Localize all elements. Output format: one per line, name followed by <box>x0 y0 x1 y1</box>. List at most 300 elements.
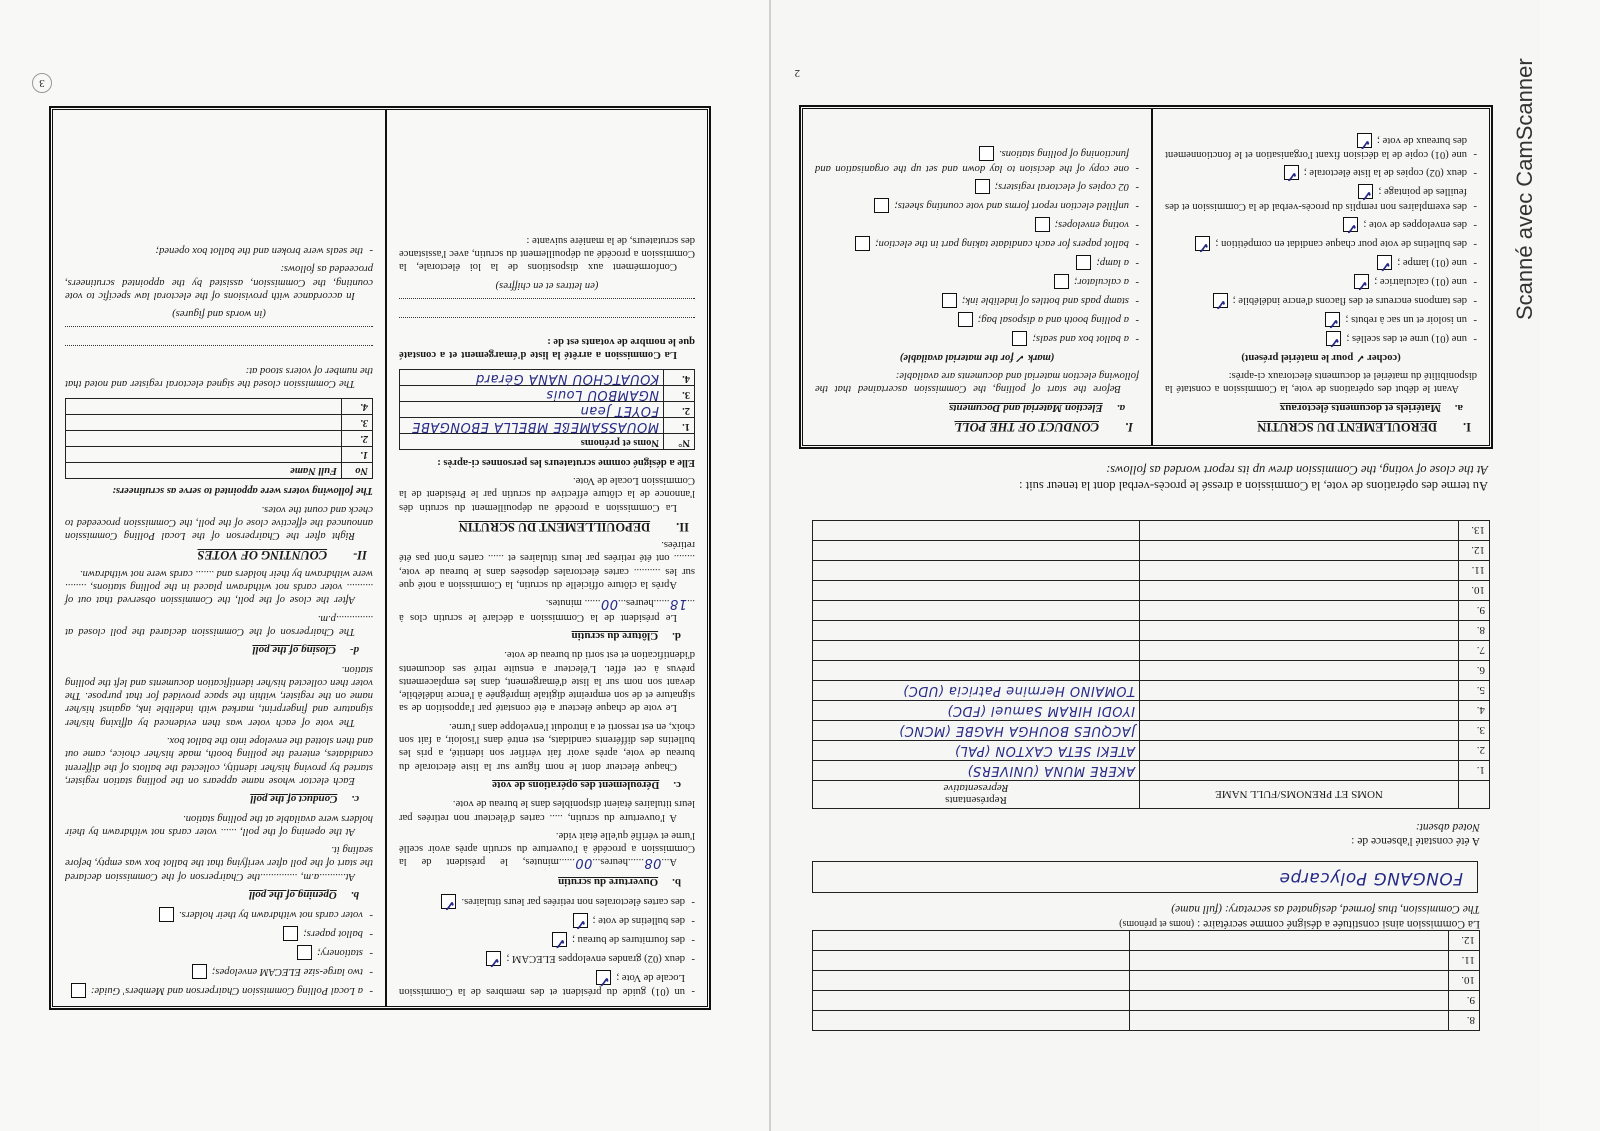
checklist-item <box>815 255 1139 270</box>
row-number: 1. <box>664 418 695 434</box>
check-mark-icon: ✓ <box>574 915 587 931</box>
representative-cell[interactable] <box>813 601 1140 621</box>
counting-p1-en: Right after the Chairperson of the Local Polling Commission announced the effective close of the poll, the Commission proceeded to check and count the votes. <box>65 503 373 542</box>
checkbox[interactable] <box>1357 133 1372 151</box>
representative-name: ATEKI SETA CAXTON (PAL) <box>954 743 1135 758</box>
table-row <box>400 370 695 386</box>
table-row <box>66 446 373 462</box>
representative-cell[interactable] <box>813 991 1130 1011</box>
header-rep-en: Representative <box>943 782 1009 795</box>
closing-minutes[interactable]: 00 <box>600 596 619 612</box>
checklist-item-label: two large-size ELECAM envelopes; <box>211 966 363 978</box>
check-mark-icon: ✓ <box>1345 219 1358 235</box>
table-row <box>813 621 1490 641</box>
checklist-item-label: stationery; <box>317 947 363 959</box>
representative-cell[interactable] <box>813 971 1130 991</box>
checkbox[interactable] <box>283 926 298 941</box>
table-row <box>813 931 1480 951</box>
checklist-item-label: deux (02) grandes enveloppes ELECAM ; <box>506 952 685 964</box>
closing-title-fr <box>399 629 681 642</box>
opening-cards-fr: A l'ouverture du scrutin, ..... cartes d'électeur non retirées par leurs titulaires étaient disponibles dans le bureau de vote. <box>399 798 695 823</box>
checklist-item-label: une (01) lampe ; <box>1397 256 1467 268</box>
checklist-item <box>815 179 1139 194</box>
checklist-item <box>1165 184 1477 212</box>
representative-cell[interactable] <box>813 931 1130 951</box>
counting-p1-fr: La Commission a procédé au dépouillement du scrutin dès l'annonce de la clôture effective du scrutin par le Président de la Commission Locale de Vote. <box>399 474 695 513</box>
row-number: 4. <box>1459 701 1490 721</box>
subsection-number: b. <box>672 875 681 888</box>
counting-p2-fr: Elle a désigné comme scrutateurs les personnes ci-après : <box>437 456 695 468</box>
representative-cell[interactable] <box>813 521 1140 541</box>
checkbox[interactable] <box>958 312 973 327</box>
checklist-item <box>815 198 1139 213</box>
opening-minutes[interactable]: 00 <box>574 855 593 871</box>
instruction-en: (mark ✓ for the material available) <box>899 351 1055 363</box>
checkbox[interactable] <box>874 198 889 213</box>
row-number: 3. <box>1459 721 1490 741</box>
conduct-p2-fr: Le vote de chaque électeur a été constaté par l'apposition de sa signature et de son empreinte digitale imprégnée à l'encre indélébile, devant son nom sur la liste d'émargement, dans les emplacements prévus à cet effet. L'électeur a ensuite retiré ses documents d'identification et est sorti du bureau de vote. <box>399 649 695 714</box>
secretary-name-field[interactable] <box>812 861 1478 893</box>
check-mark-icon: ✓ <box>1197 238 1210 254</box>
table-row <box>400 418 695 434</box>
name-cell[interactable] <box>1130 951 1449 971</box>
section-number: I. <box>1463 420 1471 434</box>
table-row <box>66 398 373 414</box>
checkbox[interactable] <box>297 945 312 960</box>
row-number: 3. <box>664 386 695 402</box>
checkbox[interactable] <box>1213 293 1228 311</box>
checklist-item <box>815 312 1139 327</box>
checklist-item <box>815 274 1139 289</box>
procedure-step <box>65 244 373 257</box>
row-number: 6. <box>1459 661 1490 681</box>
header-number: No <box>342 462 373 478</box>
row-number: 9. <box>1449 991 1480 1011</box>
secretary-label-en: The Commission, thus formed, designated as secretary: (full name) <box>1171 903 1480 915</box>
name-cell[interactable] <box>1130 931 1449 951</box>
scrutineers-table-en <box>65 398 373 479</box>
checklist-item-label: a calculator; <box>1073 275 1129 287</box>
secretary-name: FONGANG Polycarpe <box>1279 868 1463 888</box>
material-checklist-en <box>65 907 373 998</box>
checkbox[interactable] <box>1035 217 1050 232</box>
voters-count-field-2[interactable] <box>65 326 373 339</box>
table-row <box>813 721 1490 741</box>
scrutineer-name: NGAMBOU Louis <box>545 387 659 403</box>
representative-cell[interactable] <box>813 681 1140 701</box>
subsection-number: d. <box>672 629 681 642</box>
scrutineers-table-fr <box>399 369 695 450</box>
conduct-p1-en: Each elector whose name appears on the polling station register, started by proving his/her identity, collected the ballots of the different candidates, entered the polling booth, made his/her choice, came out and then slotted the envelope into the ballot box. <box>65 735 373 786</box>
counting-procedure-fr: Conformément aux dispositions de la loi électorale, la Commission a procédé au dépouillement du scrutin, avec l'assistance des scrutateurs, de la manière suivante : <box>399 234 695 273</box>
subsection-number: c. <box>351 793 359 806</box>
header-full-name: NOMS ET PRENOMS/FULL NAME <box>1140 781 1459 809</box>
opening-hour[interactable]: 08 <box>643 855 662 871</box>
page-number-2: 2 <box>794 67 800 79</box>
column-french <box>385 110 707 1006</box>
page-3-frame <box>50 107 710 1009</box>
representative-cell[interactable] <box>813 1011 1130 1031</box>
checklist-item <box>1165 255 1477 273</box>
name-cell[interactable] <box>1130 991 1449 1011</box>
check-mark-icon: ✓ <box>598 972 611 988</box>
name-cell[interactable] <box>1140 641 1459 661</box>
voters-count-field-1[interactable] <box>399 317 695 330</box>
row-number: 8. <box>1449 1011 1480 1031</box>
checkbox[interactable] <box>1343 217 1358 235</box>
checklist-item <box>399 932 695 950</box>
name-cell[interactable] <box>1140 621 1459 641</box>
subsection-title-text: Matériels et documents électoraux <box>1279 401 1441 414</box>
text: ...... minutes. <box>545 597 601 609</box>
checklist-item <box>65 964 373 979</box>
closing-cards-en: After the close of the poll, the Commission observed that out of .......... voter cards not withdrawn placed in the polling stations, ........ were withdrawn by their holders and ....... cards were not withdrawn. <box>65 567 373 606</box>
row-number: 2. <box>664 402 695 418</box>
checkbox[interactable] <box>855 236 870 251</box>
checkbox[interactable] <box>441 894 456 912</box>
check-mark-icon: ✓ <box>1356 276 1369 292</box>
subsection-number: a. <box>1116 401 1125 414</box>
name-cell[interactable] <box>1130 1011 1449 1031</box>
representative-cell[interactable] <box>813 581 1140 601</box>
closing-statement <box>1019 462 1488 494</box>
subsection-title-text: Déroulement des opérations de vote <box>492 778 660 791</box>
scrutineer-name: KOUATCHOU NANA Gérard <box>475 371 659 387</box>
conduct-p2-en: The vote of each voter was then evidenced by affixing his/her signature and fingerprint, marked with indelible ink, against his/her name on the register, within the space provided for that purpose. The voter then collected his/her identification documents and left the polling station. <box>65 663 373 728</box>
secretary-label <box>1119 902 1480 931</box>
intro-en: Before the start of polling, the Commission ascertained that the following election material and documents are available: <box>815 370 1139 395</box>
checklist-item-label: a polling booth and a disposal bag; <box>977 313 1129 325</box>
checkbox[interactable] <box>1195 236 1210 254</box>
subsection-title-text: Election Material and Documents <box>949 401 1103 414</box>
check-mark-icon: ✓ <box>1379 257 1392 273</box>
representative-cell[interactable] <box>813 721 1140 741</box>
checklist-item-label: deux (02) copies de la liste électorale ; <box>1303 167 1467 179</box>
row-number: 1. <box>1459 761 1490 781</box>
row-number: 2. <box>342 430 373 446</box>
checkbox[interactable] <box>192 964 207 979</box>
checklist-item <box>1165 236 1477 254</box>
representative-cell[interactable] <box>813 761 1140 781</box>
conduct-p1-fr: Chaque électeur dont le nom figure sur la liste électorale du bureau de vote, après avoir fait vérifier son identité, a pris les bulletins des différents candidats, est entré dans l'isoloir, a fait son choix, en est ressorti et a introduit l'enveloppe dans l'urne. <box>399 720 695 772</box>
header-number <box>1459 781 1490 809</box>
voters-hint-fr: (en lettres et en chiffres) <box>495 279 599 291</box>
table-row <box>813 561 1490 581</box>
checklist-item-label: des fournitures de bureau ; <box>572 933 685 945</box>
checklist-item <box>815 236 1139 251</box>
table-row <box>66 414 373 430</box>
checkbox[interactable] <box>1326 331 1341 349</box>
checkbox[interactable] <box>1325 312 1340 330</box>
row-number: 8. <box>1459 621 1490 641</box>
scrutineer-name-cell[interactable] <box>66 414 342 430</box>
row-number: 3. <box>342 414 373 430</box>
section-number: II- <box>353 548 367 563</box>
name-cell[interactable] <box>1140 721 1459 741</box>
representative-cell[interactable] <box>813 701 1140 721</box>
table-row <box>813 661 1490 681</box>
scrutineer-name-cell[interactable] <box>66 446 342 462</box>
section-title-fr <box>1165 420 1471 433</box>
procedure-step-text: the seals were broken and the ballot box opened; <box>155 245 363 257</box>
checklist-item-label: one copy of the decision to lay down and set up the organisation and functioning of polling stations. <box>815 148 1129 174</box>
subsection-title-text: Ouverture du scrutin <box>558 875 659 888</box>
checklist-item-label: des exemplaires non remplis du procès-verbal de la Commission et des feuilles de pointage ; <box>1165 186 1467 212</box>
representative-cell[interactable] <box>813 951 1130 971</box>
table-row <box>813 641 1490 661</box>
checklist-item <box>1165 293 1477 311</box>
check-mark-icon: ✓ <box>1328 333 1341 349</box>
representative-name: IYODI HIRAM Samuel (FDC) <box>946 703 1135 718</box>
checklist-item-label: voter cards not withdrawn by their holders. <box>178 909 363 921</box>
checklist-item-label: ballot papers; <box>303 928 363 940</box>
section-title-text: DEROULEMENT DU SCRUTIN <box>1257 420 1437 434</box>
closing-statement-fr: Au terme des opérations de vote, la Commission a dressé le procès-verbal dont la teneur suit : <box>1019 479 1488 493</box>
section-number: I. <box>1125 420 1133 434</box>
scrutineer-name-cell[interactable] <box>400 418 664 434</box>
check-mark-icon: ✓ <box>1214 295 1227 311</box>
opening-title-fr <box>399 874 681 887</box>
secretary-hint-fr: (noms et prénoms) <box>1119 918 1195 929</box>
conduct-title-fr <box>399 778 681 791</box>
table-row <box>813 761 1490 781</box>
checklist-item <box>1165 331 1477 349</box>
checklist-item <box>815 293 1139 308</box>
row-number: 12. <box>1459 541 1490 561</box>
conduct-title-en <box>65 792 359 805</box>
closing-title-en <box>65 643 359 656</box>
header-number: N° <box>664 434 695 450</box>
name-cell[interactable] <box>1140 601 1459 621</box>
voters-count-field-2[interactable] <box>399 298 695 311</box>
representative-name: JACQUES BOUHGA HAGBE (MCNC) <box>898 723 1135 738</box>
voters-hint-en: (in words and figures) <box>172 308 266 320</box>
checklist-item-label: a ballot box and seals; <box>1032 332 1129 344</box>
checklist-item <box>1165 133 1477 161</box>
subsection-number: c. <box>673 778 681 791</box>
row-number: 13. <box>1459 521 1490 541</box>
closing-statement-en: At the close of voting, the Commission drew up its report worded as follows: <box>1106 463 1488 477</box>
representative-name: TOMAINO Hermine Patricia (UDC) <box>902 683 1135 698</box>
name-cell[interactable] <box>1140 741 1459 761</box>
table-row <box>813 681 1490 701</box>
subsection-title-text: Closing of the poll <box>252 644 336 657</box>
conduct-of-poll-frame <box>800 106 1492 448</box>
table-row <box>813 541 1490 561</box>
checkbox[interactable] <box>573 913 588 931</box>
checklist-item-label: un isoloir et un sac à rebuts ; <box>1345 313 1467 325</box>
representatives-table <box>812 520 1490 809</box>
checklist-item <box>399 913 695 931</box>
closing-time-fr <box>399 596 695 624</box>
check-mark-icon: ✓ <box>443 896 456 912</box>
header-rep-fr: Représentants <box>945 794 1007 807</box>
row-number: 12. <box>1449 931 1480 951</box>
subsection-number: b. <box>350 889 359 901</box>
check-mark-icon: ✓ <box>1327 314 1340 330</box>
scrutineer-name-cell[interactable] <box>66 430 342 446</box>
row-number: 10. <box>1449 971 1480 991</box>
checklist-item <box>815 331 1139 346</box>
representative-cell[interactable] <box>813 541 1140 561</box>
check-mark-icon: ✓ <box>1286 168 1298 184</box>
checklist-item-label: ballot papers for each candidate taking part in the election; <box>875 237 1129 249</box>
checkbox[interactable] <box>71 983 86 998</box>
closing-hour[interactable]: 18 <box>669 596 688 612</box>
table-row <box>813 1011 1480 1031</box>
checklist-item-label: a lamp; <box>1096 256 1129 268</box>
checklist-item <box>1165 312 1477 330</box>
checkbox[interactable] <box>159 907 174 922</box>
representative-cell[interactable] <box>813 661 1140 681</box>
intro-fr: Avant le début des opérations de vote, la Commission a constaté la disponibilité du matériel et documents électoraux ci-après: <box>1165 370 1477 395</box>
name-cell[interactable] <box>1140 581 1459 601</box>
instruction-fr: (cocher ✓ pour le matériel présent) <box>1241 351 1401 363</box>
name-cell[interactable] <box>1140 761 1459 781</box>
checklist-item-label: unfilled election report forms and vote counting sheets; <box>894 199 1129 211</box>
checkbox[interactable] <box>596 970 611 988</box>
checkbox[interactable] <box>1284 165 1299 184</box>
material-checklist-fr <box>399 894 695 998</box>
representative-name: AKERE MUNA (UNIVERS) <box>966 763 1135 778</box>
checklist-item <box>65 945 373 960</box>
text: ......heures... <box>618 597 670 609</box>
column-french <box>1151 109 1489 445</box>
representative-cell[interactable] <box>813 621 1140 641</box>
checklist-item-label: une (01) urne et des scellés ; <box>1346 332 1467 344</box>
page-number-3: 3 <box>32 73 52 93</box>
table-row <box>813 581 1490 601</box>
representative-cell[interactable] <box>813 561 1140 581</box>
checklist-item <box>399 970 695 998</box>
counting-p2-en: The following voters were appointed to serve as scrutineers: <box>112 485 373 497</box>
scrutineer-name-cell[interactable] <box>400 370 664 386</box>
checklist-item-label: stamp pads and bottles of indelible ink; <box>961 294 1129 306</box>
counting-title-fr <box>399 520 689 533</box>
header-name: Noms et prénoms <box>400 434 664 450</box>
row-number: 4. <box>664 370 695 386</box>
checkbox[interactable] <box>975 179 990 194</box>
checkbox[interactable] <box>552 932 567 950</box>
name-cell[interactable] <box>1140 561 1459 581</box>
text: Le président de la Commission a déclaré le scrutin clos à ... <box>399 597 695 623</box>
table-row <box>400 386 695 402</box>
section-title-en <box>815 420 1133 433</box>
counting-title-en <box>65 548 367 561</box>
checklist-item-label: une (01) calculatrice ; <box>1374 275 1467 287</box>
check-mark-icon: ✓ <box>554 934 567 950</box>
scrutineer-name-cell[interactable] <box>66 398 342 414</box>
checkbox[interactable] <box>1377 255 1392 273</box>
checklist-item <box>1165 217 1477 235</box>
subsection-number: d- <box>349 644 359 657</box>
name-cell[interactable] <box>1130 971 1449 991</box>
checklist-item <box>65 983 373 998</box>
row-number: 11. <box>1459 561 1490 581</box>
row-number: 9. <box>1459 601 1490 621</box>
table-row <box>400 402 695 418</box>
check-mark-icon: ✓ <box>488 953 501 969</box>
table-row <box>813 741 1490 761</box>
row-number: 1. <box>342 446 373 462</box>
checklist-item <box>399 951 695 969</box>
header-representatives <box>813 781 1140 809</box>
scrutineer-name-cell[interactable] <box>400 402 664 418</box>
row-number: 7. <box>1459 641 1490 661</box>
section-title-text: CONDUCT OF THE POLL <box>954 420 1099 434</box>
table-row <box>813 701 1490 721</box>
subsection-title-text: Opening of the poll <box>249 889 337 901</box>
checklist-item-label: a Local Polling Commission Chairperson and Members' Guide: <box>90 985 363 997</box>
scrutineer-name-cell[interactable] <box>400 386 664 402</box>
absent-label-fr: A été constaté l'absence de : <box>1351 835 1480 847</box>
name-cell[interactable] <box>1140 701 1459 721</box>
section-title-text: DEPOUILLEMENT DU SCRUTIN <box>458 519 651 534</box>
opening-time-en: At..........a.m, ..............the Chairperson of the Commission declared the start of the poll after verifying that the ballot box was empty, before sealing it. <box>65 844 373 882</box>
page-fold <box>769 0 771 1131</box>
opening-cards-en: At the opening of the poll, ...... voter cards not withdrawn by their holders were available at the polling station. <box>65 812 373 837</box>
name-cell[interactable] <box>1140 681 1459 701</box>
representative-cell[interactable] <box>813 641 1140 661</box>
representative-cell[interactable] <box>813 741 1140 761</box>
table-row <box>813 971 1480 991</box>
checkbox[interactable] <box>979 146 994 161</box>
row-number: 10. <box>1459 581 1490 601</box>
checklist-item <box>65 907 373 922</box>
checkbox[interactable] <box>1358 184 1373 203</box>
check-mark-icon: ✓ <box>1360 187 1373 203</box>
header-name: Full Name <box>66 462 342 478</box>
checklist-item <box>399 894 695 912</box>
row-number: 2. <box>1459 741 1490 761</box>
voters-count-fr: La Commission a arrêté la liste d'émargement et a constaté que le nombre de votants est de : <box>399 336 695 361</box>
checklist-item-label: une (01) copie de la décision fixant l'organisation et le fonctionnement des bureaux de vote ; <box>1165 134 1467 161</box>
absent-label <box>1351 820 1480 848</box>
checkbox[interactable] <box>486 951 501 969</box>
row-number: 4. <box>342 398 373 414</box>
column-english <box>53 110 385 1006</box>
table-row <box>813 951 1480 971</box>
checklist-item <box>1165 165 1477 184</box>
checkbox[interactable] <box>1012 331 1027 346</box>
checkbox[interactable] <box>1076 255 1091 270</box>
subsection-title-en <box>815 400 1125 413</box>
checkbox[interactable] <box>942 293 957 308</box>
table-row <box>813 521 1490 541</box>
secretary-label-fr: La Commission ainsi constituée a désigné comme secrétaire : <box>1197 918 1480 930</box>
checklist-item-label: des enveloppes de vote ; <box>1363 218 1467 230</box>
checklist-item-label: un (01) guide du président et des membres de la Commission Locale de Vote ; <box>399 971 685 997</box>
material-checklist-fr <box>1165 133 1477 349</box>
counting-procedure-en: In accordance with provisions of the electoral law specific to vote counting, the Commission, assisted by the appointed scrutineers, proceeded as follows: <box>65 263 373 302</box>
checkbox[interactable] <box>1054 274 1069 289</box>
camscanner-watermark: Scanné avec CamScanner <box>1512 58 1537 320</box>
absent-label-en: Noted absent: <box>1415 821 1480 833</box>
text: ......minutes, le président de la Commission a procédé à l'ouverture du scrutin après avoir scellé l'urne et vérifié qu'elle était vide. <box>399 829 695 868</box>
section-title-text: COUNTING OF VOTES <box>197 548 328 563</box>
scrutineer-name: MOUASSAMEßE MBELLA EBONGABE <box>411 419 659 435</box>
name-cell[interactable] <box>1140 541 1459 561</box>
voters-count-field-1[interactable] <box>65 345 373 358</box>
voters-count-en: The Commission closed the signed electoral register and noted that the number of voters stood at: <box>65 364 373 389</box>
subsection-title-text: Clôture du scrutin <box>571 629 659 642</box>
name-cell[interactable] <box>1140 661 1459 681</box>
material-checklist-en <box>815 146 1139 345</box>
checklist-item-label: voting envelopes; <box>1054 218 1129 230</box>
checkbox[interactable] <box>1354 274 1369 292</box>
opening-title-en <box>65 888 359 901</box>
name-cell[interactable] <box>1140 521 1459 541</box>
